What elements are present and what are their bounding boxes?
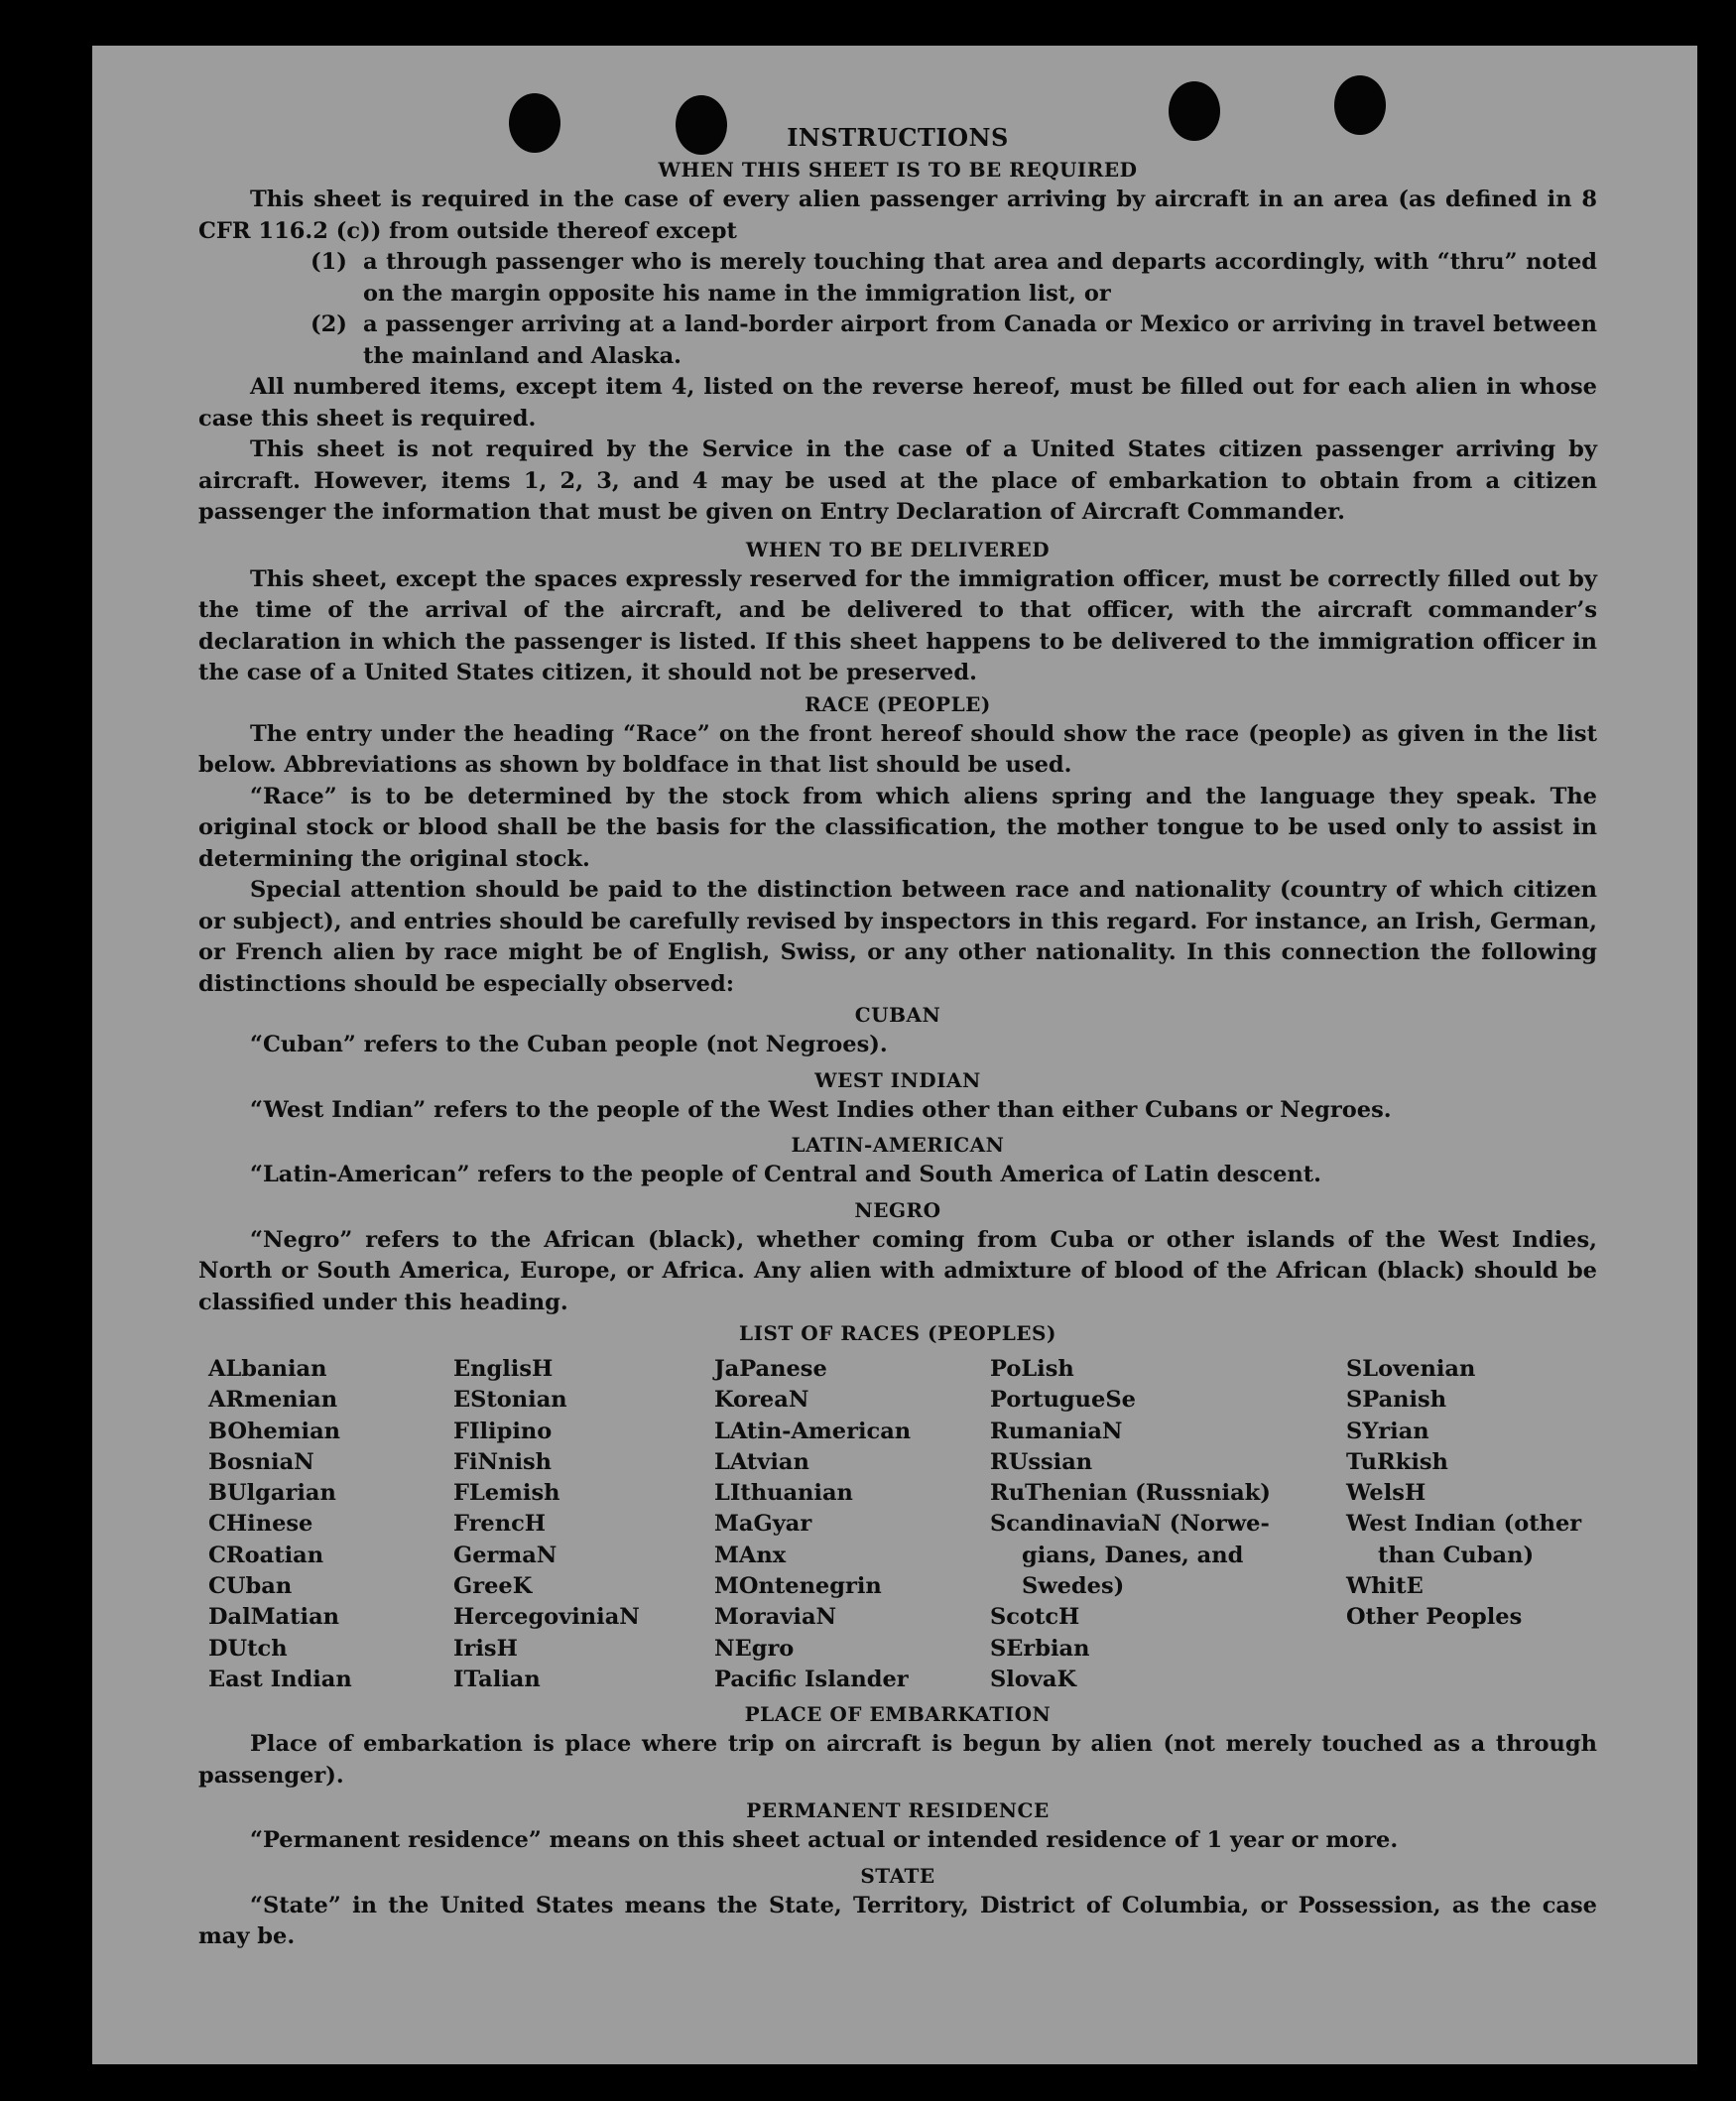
race-entry: NEgro	[714, 1635, 795, 1662]
race-entry: PoLish	[990, 1356, 1074, 1382]
negro-heading: NEGRO	[854, 1197, 941, 1222]
race-entry: LIthuanian	[714, 1480, 853, 1507]
race-entry: SPanish	[1346, 1387, 1447, 1414]
when-required-intro: This sheet is required in the case of every alien passenger arriving by aircraft in an area (as defined in 8 CFR 116.2 (c)) from outside thereof except	[198, 186, 1597, 244]
race-entry: ARmenian	[208, 1387, 338, 1414]
race-entry: FIlipino	[453, 1418, 553, 1444]
race-entry: LAtvian	[714, 1448, 809, 1475]
race-entry: DalMatian	[208, 1604, 340, 1631]
race-entry: MaGyar	[714, 1511, 812, 1538]
west-indian-text: “West Indian” refers to the people of the West Indies other than either Cubans or Negroes.	[250, 1096, 1392, 1123]
when-required-heading: WHEN THIS SHEET IS TO BE REQUIRED	[658, 158, 1138, 182]
race-entry: CRoatian	[208, 1542, 324, 1568]
race-entry: KoreaN	[714, 1387, 809, 1414]
when-delivered-text: This sheet, except the spaces expressly reserved for the immigration officer, must be correctly filled out by the time of the arrival of the aircraft, and be delivered to that officer, with the aircraft commander’s declaration in which the passenger is listed. If this sheet happens to be delivered to the immigration officer in the case of a United States citizen, it should not be preserved.	[198, 565, 1597, 685]
numbered-items-paragraph: All numbered items, except item 4, listed on the reverse hereof, must be filled out for each alien in whose case this sheet is required.	[198, 374, 1597, 432]
race-entry-continuation: gians, Danes, and	[1022, 1542, 1244, 1568]
race-entry-continuation: than Cuban)	[1378, 1542, 1535, 1568]
race-entry: RumaniaN	[990, 1418, 1123, 1444]
race-entry: GreeK	[453, 1573, 533, 1600]
race-entry: SlovaK	[990, 1666, 1077, 1692]
race-entry: Pacific Islander	[714, 1666, 909, 1692]
race-entry: EnglisH	[453, 1356, 554, 1382]
exception-item	[198, 247, 1597, 309]
page-title: INSTRUCTIONS	[787, 123, 1009, 152]
race-entry: RuThenian (Russniak)	[990, 1480, 1271, 1507]
west-indian-heading: WEST INDIAN	[814, 1067, 981, 1092]
race-entry: SYrian	[1346, 1418, 1429, 1444]
race-entry: GermaN	[453, 1542, 558, 1568]
race-entry: BOhemian	[208, 1418, 341, 1444]
race-entry: ITalian	[453, 1666, 541, 1692]
race-entry: MAnx	[714, 1542, 787, 1568]
exception-item	[198, 309, 1597, 372]
latin-american-text: “Latin-American” refers to the people of Central and South America of Latin descent.	[250, 1162, 1321, 1187]
latin-american-heading: LATIN-AMERICAN	[791, 1133, 1005, 1157]
race-entry: RUssian	[990, 1448, 1093, 1475]
state-text: “State” in the United States means the State, Territory, District of Columbia, or Possession, as the case may be.	[198, 1892, 1597, 1950]
races-column	[453, 1354, 714, 1695]
state-heading: STATE	[860, 1863, 935, 1888]
race-entry-continuation: Swedes)	[1022, 1573, 1125, 1600]
residence-text: “Permanent residence” means on this sheet actual or intended residence of 1 year or more.	[250, 1827, 1399, 1854]
cuban-text: “Cuban” refers to the Cuban people (not Negroes).	[250, 1032, 888, 1057]
race-entry: WhitE	[1346, 1573, 1424, 1600]
citizen-paragraph: This sheet is not required by the Service in the case of a United States citizen passenger arriving by aircraft. However, items 1, 2, 3, and 4 may be used at the place of embarkation to obtain from a citizen passenger the information that must be given on Entry Declaration of Aircraft Commander.	[198, 436, 1597, 525]
item-text: a through passenger who is merely touching that area and departs accordingly, with “thru” noted on the margin opposite his name in the immigration list, or	[363, 249, 1597, 307]
race-entry: West Indian (other	[1346, 1511, 1582, 1538]
list-of-races-heading: LIST OF RACES (PEOPLES)	[739, 1321, 1056, 1345]
races-column	[208, 1354, 453, 1695]
race-entry: FrencH	[453, 1511, 547, 1538]
race-entry: DUtch	[208, 1635, 288, 1662]
embarkation-heading: PLACE OF EMBARKATION	[744, 1702, 1052, 1727]
race-entry: MoraviaN	[714, 1604, 837, 1631]
race-heading: RACE (PEOPLE)	[805, 691, 991, 716]
race-entry: PortugueSe	[990, 1387, 1136, 1414]
race-entry: ALbanian	[208, 1356, 327, 1382]
residence-heading: PERMANENT RESIDENCE	[746, 1798, 1050, 1823]
race-entry: FLemish	[453, 1480, 560, 1507]
race-paragraph-3: Special attention should be paid to the distinction between race and nationality (country of which citizen or subject), and entries should be carefully revised by inspectors in this regard. For instance, an Irish, German, or French alien by race might be of English, Swiss, or any other nationality. In this connection the following distinctions should be especially observed:	[198, 877, 1597, 997]
instructions-content	[198, 117, 1597, 1953]
race-entry: BUlgarian	[208, 1480, 336, 1507]
race-entry: WelsH	[1346, 1480, 1426, 1507]
embarkation-text: Place of embarkation is place where trip on aircraft is begun by alien (not merely touched as a through passenger).	[198, 1731, 1597, 1789]
races-column	[714, 1354, 990, 1695]
race-entry: CUban	[208, 1573, 293, 1600]
race-entry: East Indian	[208, 1666, 352, 1692]
item-text: a passenger arriving at a land-border airport from Canada or Mexico or arriving in travel between the mainland and Alaska.	[363, 311, 1597, 369]
races-list	[208, 1354, 1597, 1695]
cuban-heading: CUBAN	[854, 1003, 941, 1027]
race-entry: HercegoviniaN	[453, 1604, 640, 1631]
race-entry: CHinese	[208, 1511, 313, 1538]
race-entry: JaPanese	[714, 1356, 827, 1382]
race-entry: ScandinaviaN (Norwe-	[990, 1511, 1270, 1538]
races-column	[990, 1354, 1346, 1695]
races-column	[1346, 1354, 1607, 1695]
race-entry: TuRkish	[1346, 1448, 1448, 1475]
item-number: (2)	[310, 311, 347, 337]
race-entry: SLovenian	[1346, 1356, 1476, 1382]
when-delivered-heading: WHEN TO BE DELIVERED	[745, 537, 1051, 561]
race-entry: FiNnish	[453, 1448, 553, 1475]
negro-text: “Negro” refers to the African (black), whether coming from Cuba or other islands of the West Indies, North or South America, Europe, or Africa. Any alien with admixture of blood of the African (black) should be classified under this heading.	[198, 1226, 1597, 1315]
race-entry: SErbian	[990, 1635, 1090, 1662]
race-entry: IrisH	[453, 1635, 518, 1662]
race-entry: BosniaN	[208, 1448, 314, 1475]
race-entry: MOntenegrin	[714, 1573, 882, 1600]
race-entry: ScotcH	[990, 1604, 1080, 1631]
race-paragraph-2: “Race” is to be determined by the stock from which aliens spring and the language they speak. The original stock or blood shall be the basis for the classification, the mother tongue to be used only to assist in determining the original stock.	[198, 783, 1597, 872]
item-number: (1)	[310, 249, 347, 275]
race-entry: LAtin-American	[714, 1418, 912, 1444]
race-paragraph-1: The entry under the heading “Race” on the front hereof should show the race (people) as given in the list below. Abbreviations as shown by boldface in that list should be used.	[198, 720, 1597, 778]
race-entry: Other Peoples	[1346, 1604, 1523, 1631]
race-entry: EStonian	[453, 1387, 567, 1414]
